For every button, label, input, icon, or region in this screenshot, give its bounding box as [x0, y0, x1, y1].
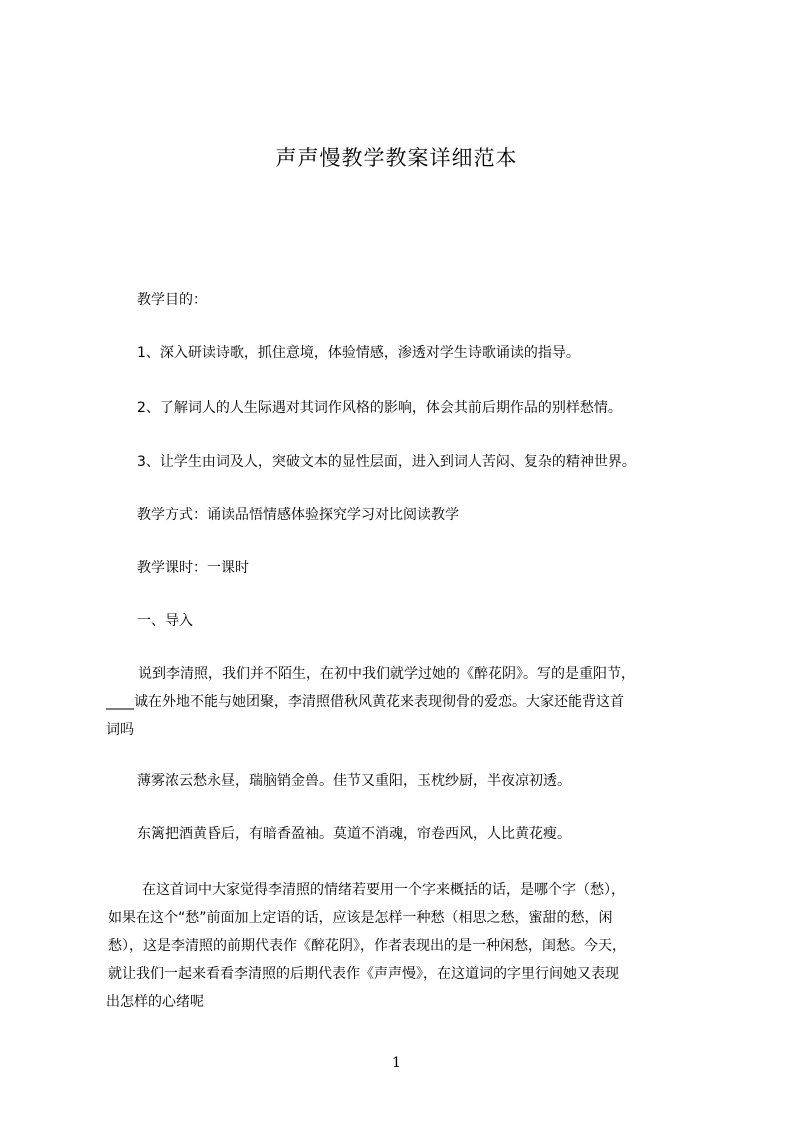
- discussion-paragraph: [106, 876, 701, 1016]
- page-number: 1: [392, 1055, 401, 1071]
- discussion-line: 就让我们一起来看看李清照的后期代表作《声声慢》，在这道词的字里行间她又表现: [108, 966, 619, 982]
- poem-line-1: 薄雾浓云愁永昼，瑞脑销金兽。佳节又重阳，玉枕纱厨，半夜凉初透。: [137, 773, 571, 789]
- intro-line: ____诚在外地不能与她团聚，李清照借秋风黄花来表现彻骨的爱恋。大家还能背这首: [106, 694, 624, 710]
- discussion-line: 愁），这是李清照的前期代表作《醉花阴》，作者表现出的是一种闲愁，闺愁。今天，: [108, 938, 626, 954]
- goal-heading: 教学目的：: [137, 292, 207, 308]
- poem-line-2: 东篱把酒黄昏后，有暗香盈袖。莫道不消魂，帘卷西风，人比黄花瘦。: [137, 826, 571, 842]
- discussion-line: 如果在这个“愁”前面加上定语的话，应该是怎样一种愁（相思之愁，蜜甜的愁，闲: [108, 910, 613, 926]
- discussion-line: 在这首词中大家觉得李清照的情绪若要用一个字来概括的话，是哪个字（愁），: [142, 882, 625, 898]
- discussion-line: 出怎样的心绪呢: [106, 994, 204, 1010]
- document-title: 声声慢教学教案详细范本: [275, 146, 518, 170]
- teaching-hours: 教学课时：一课时: [137, 560, 249, 576]
- section-heading-intro: 一、导入: [137, 613, 193, 629]
- goal-item-2: 2、了解词人的人生际遇对其词作风格的影响，体会其前后期作品的别样愁情。: [137, 400, 622, 416]
- intro-paragraph: [106, 660, 701, 744]
- goal-item-3: 3、让学生由词及人，突破文本的显性层面，进入到词人苦闷、复杂的精神世界。: [137, 454, 636, 470]
- intro-line: 词吗: [106, 722, 134, 738]
- intro-line: 说到李清照，我们并不陌生，在初中我们就学过她的《醉花阴》。写的是重阳节，: [138, 666, 635, 682]
- goal-item-1: 1、深入研读诗歌，抓住意境，体验情感，渗透对学生诗歌诵读的指导。: [137, 345, 580, 361]
- teaching-method: 教学方式：诵读品悟情感体验探究学习对比阅读教学: [137, 507, 459, 523]
